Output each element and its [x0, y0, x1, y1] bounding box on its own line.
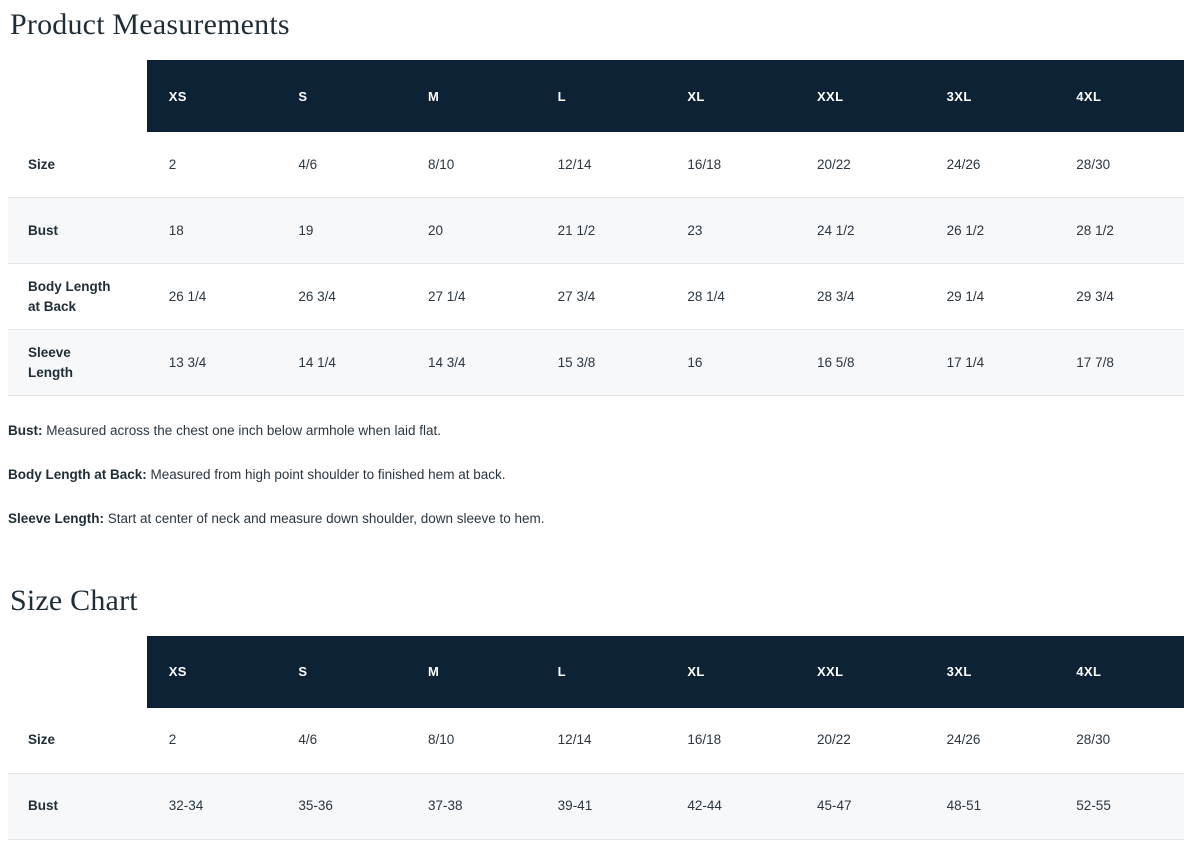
cell-bust-xs: 32-34 — [147, 773, 277, 839]
cell-body-length-4xl: 29 3/4 — [1054, 264, 1184, 330]
cell-bust-m: 20 — [406, 198, 536, 264]
row-label-line1: Sleeve — [28, 344, 71, 360]
column-header-xs: XS — [147, 636, 277, 708]
note-term: Sleeve Length: — [8, 510, 105, 526]
cell-size-l: 12/14 — [536, 708, 666, 774]
column-header-l: L — [536, 60, 666, 132]
cell-size-s: 4/6 — [276, 708, 406, 774]
size-chart-table-wrapper — [0, 636, 1194, 840]
cell-bust-xxl: 24 1/2 — [795, 198, 925, 264]
cell-size-xxl: 20/22 — [795, 708, 925, 774]
column-header-3xl: 3XL — [925, 60, 1055, 132]
page-title-size-chart: Size Chart — [10, 583, 138, 617]
cell-size-m: 8/10 — [406, 132, 536, 198]
cell-bust-xl: 42-44 — [665, 773, 795, 839]
column-header-s: S — [276, 636, 406, 708]
cell-body-length-l: 27 3/4 — [536, 264, 666, 330]
column-header-l: L — [536, 636, 666, 708]
cell-size-l: 12/14 — [536, 132, 666, 198]
cell-bust-3xl: 26 1/2 — [925, 198, 1055, 264]
table-header — [8, 60, 1184, 132]
row-label-bust — [8, 198, 147, 264]
table-row — [8, 132, 1184, 198]
table-body — [8, 132, 1184, 396]
column-header-3xl: 3XL — [925, 636, 1055, 708]
cell-sleeve-length-4xl: 17 7/8 — [1054, 330, 1184, 396]
column-header-xs: XS — [147, 60, 277, 132]
table-row — [8, 198, 1184, 264]
cell-body-length-3xl: 29 1/4 — [925, 264, 1055, 330]
note-bust — [8, 422, 1194, 441]
cell-bust-3xl: 48-51 — [925, 773, 1055, 839]
page-title-product-measurements: Product Measurements — [10, 8, 290, 41]
cell-body-length-s: 26 3/4 — [276, 264, 406, 330]
cell-size-m: 8/10 — [406, 708, 536, 774]
cell-size-4xl: 28/30 — [1054, 708, 1184, 774]
row-label-line1: Size — [28, 156, 56, 172]
product-measurements-table — [8, 60, 1184, 396]
cell-sleeve-length-xs: 13 3/4 — [147, 330, 277, 396]
note-sleeve-length — [8, 510, 1194, 529]
cell-size-xxl: 20/22 — [795, 132, 925, 198]
cell-size-xs: 2 — [147, 132, 277, 198]
table-header-corner — [8, 636, 147, 708]
cell-bust-l: 39-41 — [536, 773, 666, 839]
column-header-xxl: XXL — [795, 60, 925, 132]
column-header-xxl: XXL — [795, 636, 925, 708]
cell-sleeve-length-m: 14 3/4 — [406, 330, 536, 396]
cell-sleeve-length-xl: 16 — [665, 330, 795, 396]
cell-bust-xxl: 45-47 — [795, 773, 925, 839]
cell-sleeve-length-3xl: 17 1/4 — [925, 330, 1055, 396]
row-label-line2: at Back — [28, 298, 77, 314]
row-label-line1: Bust — [28, 222, 58, 238]
cell-size-s: 4/6 — [276, 132, 406, 198]
table-header-row — [8, 60, 1184, 132]
cell-bust-s: 35-36 — [276, 773, 406, 839]
cell-body-length-m: 27 1/4 — [406, 264, 536, 330]
cell-bust-m: 37-38 — [406, 773, 536, 839]
column-header-4xl: 4XL — [1054, 636, 1184, 708]
cell-body-length-xs: 26 1/4 — [147, 264, 277, 330]
cell-bust-xs: 18 — [147, 198, 277, 264]
column-header-m: M — [406, 60, 536, 132]
cell-size-4xl: 28/30 — [1054, 132, 1184, 198]
cell-bust-s: 19 — [276, 198, 406, 264]
cell-bust-l: 21 1/2 — [536, 198, 666, 264]
table-row — [8, 708, 1184, 774]
size-chart-table — [8, 636, 1184, 840]
cell-sleeve-length-xxl: 16 5/8 — [795, 330, 925, 396]
table-row — [8, 773, 1184, 839]
cell-sleeve-length-l: 15 3/8 — [536, 330, 666, 396]
cell-bust-4xl: 28 1/2 — [1054, 198, 1184, 264]
column-header-xl: XL — [665, 60, 795, 132]
cell-size-xl: 16/18 — [665, 708, 795, 774]
row-label-body-length-at-back — [8, 264, 147, 330]
column-header-4xl: 4XL — [1054, 60, 1184, 132]
note-text: Start at center of neck and measure down shoulder, down sleeve to hem. — [104, 510, 545, 526]
column-header-xl: XL — [665, 636, 795, 708]
row-label-bust — [8, 773, 147, 839]
cell-bust-xl: 23 — [665, 198, 795, 264]
table-row — [8, 330, 1184, 396]
note-text: Measured from high point shoulder to finished hem at back. — [146, 466, 506, 482]
measurement-notes — [8, 422, 1194, 529]
cell-size-xl: 16/18 — [665, 132, 795, 198]
note-text: Measured across the chest one inch below armhole when laid flat. — [42, 423, 441, 438]
row-label-size — [8, 132, 147, 198]
table-header-row — [8, 636, 1184, 708]
table-header — [8, 636, 1184, 708]
table-row — [8, 264, 1184, 330]
column-header-s: S — [276, 60, 406, 132]
row-label-size — [8, 708, 147, 774]
cell-sleeve-length-s: 14 1/4 — [276, 330, 406, 396]
row-label-line1: Size — [28, 732, 56, 748]
product-measurements-table-wrapper — [0, 60, 1194, 396]
table-header-corner — [8, 60, 147, 132]
cell-body-length-xl: 28 1/4 — [665, 264, 795, 330]
row-label-line2: Length — [28, 364, 73, 380]
cell-body-length-xxl: 28 3/4 — [795, 264, 925, 330]
row-label-line1: Body Length — [28, 278, 111, 294]
note-body-length-at-back — [8, 466, 1194, 485]
row-label-line1: Bust — [28, 798, 58, 814]
cell-size-3xl: 24/26 — [925, 708, 1055, 774]
cell-size-3xl: 24/26 — [925, 132, 1055, 198]
cell-size-xs: 2 — [147, 708, 277, 774]
note-term: Bust: — [8, 423, 43, 438]
cell-bust-4xl: 52-55 — [1054, 773, 1184, 839]
column-header-m: M — [406, 636, 536, 708]
note-term: Body Length at Back: — [8, 466, 147, 482]
table-body — [8, 708, 1184, 840]
row-label-sleeve-length — [8, 330, 147, 396]
